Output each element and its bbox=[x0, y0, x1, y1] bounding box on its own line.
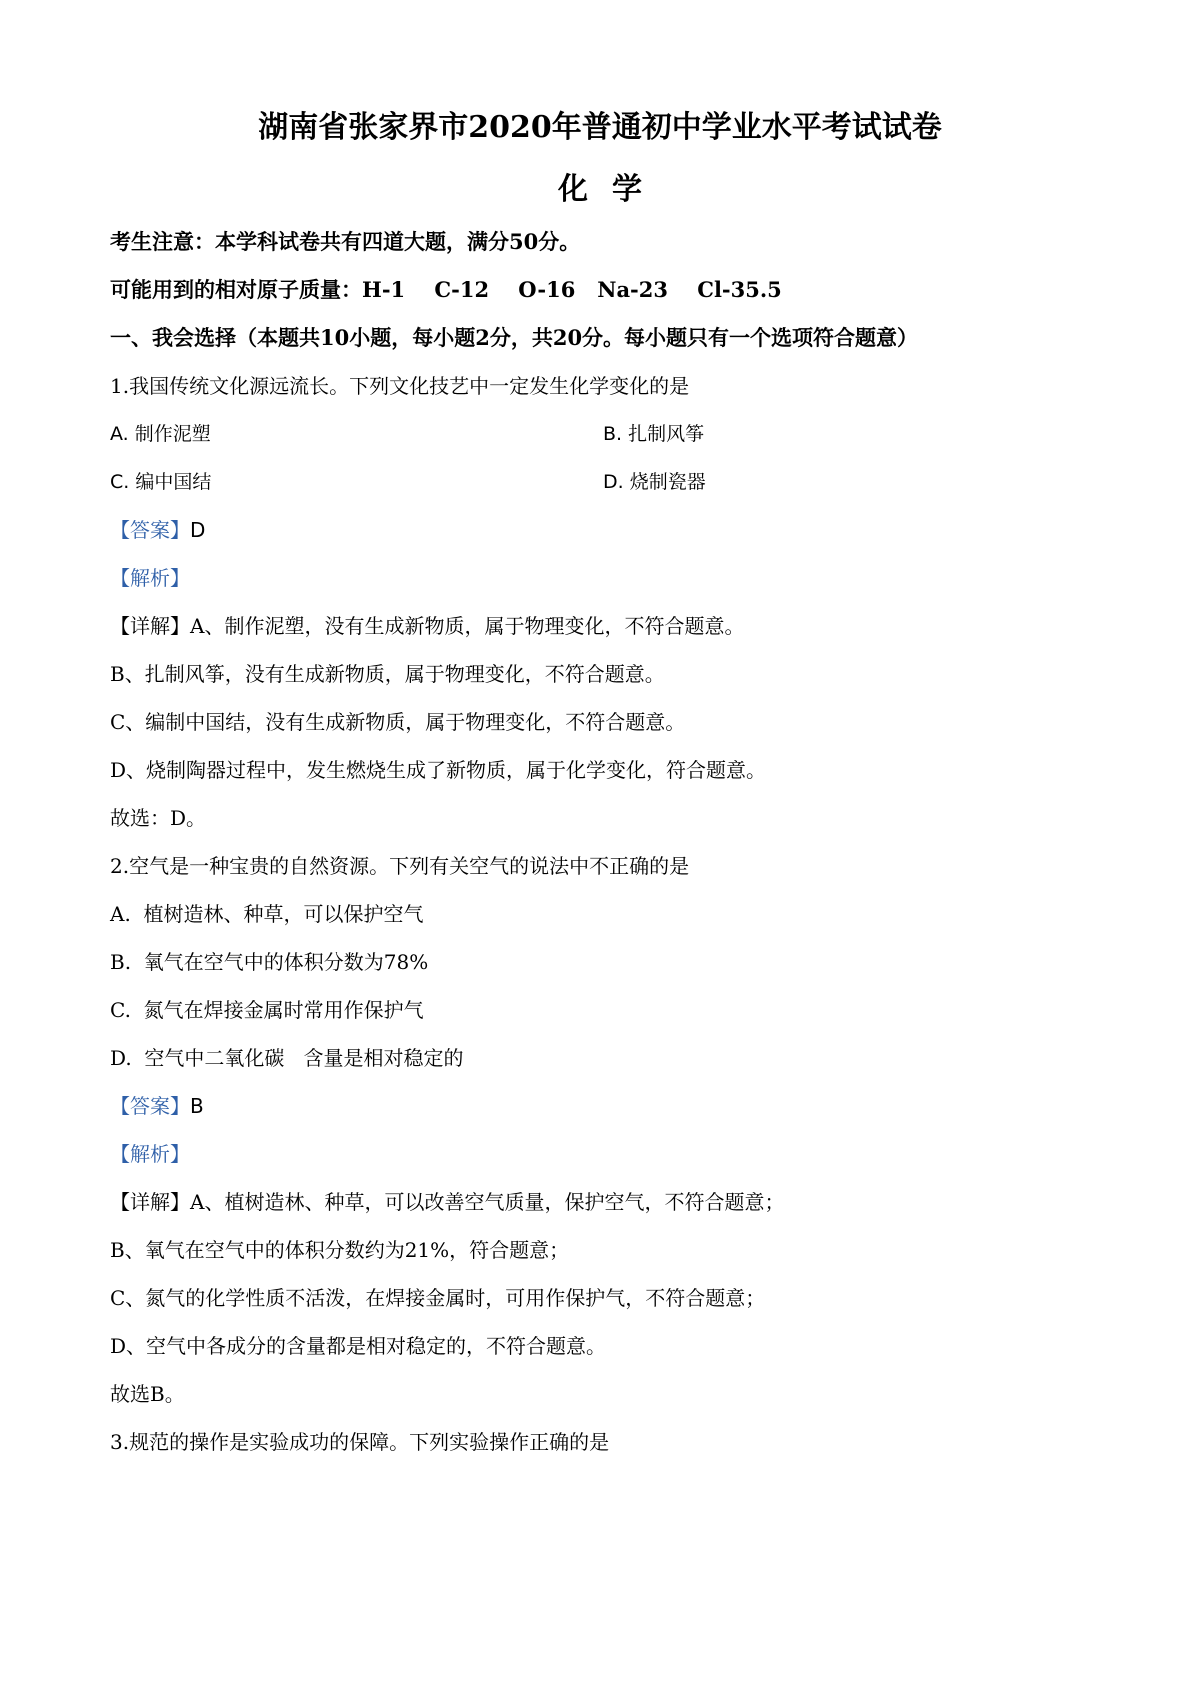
q2-option-d: D. 空气中二氧化碳 含量是相对稳定的 bbox=[110, 1046, 464, 1070]
q1-option-d: D. 烧制瓷器 bbox=[603, 471, 706, 493]
q2-analysis-tag: 【解析】 bbox=[110, 1142, 190, 1166]
answer-tag: 【答案】 bbox=[110, 1094, 190, 1118]
q1-option-c: C. 编中国结 bbox=[110, 471, 212, 493]
atomic-masses: 可能用到的相对原子质量：H-1 C-12 O-16 Na-23 Cl-35.5 bbox=[110, 277, 782, 302]
q1-option-b: B. 扎制风筝 bbox=[603, 423, 705, 445]
question-1-stem: 1.我国传统文化源远流长。下列文化技艺中一定发生化学变化的是 bbox=[110, 374, 690, 398]
answer-value: B bbox=[190, 1094, 204, 1118]
q2-detail-line: 【详解】A、植树造林、种草，可以改善空气质量，保护空气，不符合题意； bbox=[110, 1190, 785, 1214]
q1-answer bbox=[110, 516, 205, 544]
exam-title: 湖南省张家界市2020年普通初中学业水平考试试卷 bbox=[258, 110, 942, 145]
q2-conclusion: 故选B。 bbox=[110, 1382, 185, 1406]
question-3-stem: 3.规范的操作是实验成功的保障。下列实验操作正确的是 bbox=[110, 1430, 610, 1454]
q2-option-c: C. 氮气在焊接金属时常用作保护气 bbox=[110, 998, 424, 1022]
q1-analysis-tag: 【解析】 bbox=[110, 566, 190, 590]
question-2-stem: 2.空气是一种宝贵的自然资源。下列有关空气的说法中不正确的是 bbox=[110, 854, 690, 878]
q1-option-a: A. 制作泥塑 bbox=[110, 423, 211, 445]
q2-option-b: B. 氧气在空气中的体积分数为78% bbox=[110, 950, 429, 974]
subject-title: 化学 bbox=[558, 172, 666, 207]
section-one-heading: 一、我会选择（本题共10小题，每小题2分，共20分。每小题只有一个选项符合题意） bbox=[110, 325, 919, 350]
q2-detail-line: D、空气中各成分的含量都是相对稳定的，不符合题意。 bbox=[110, 1334, 607, 1358]
q2-option-a: A. 植树造林、种草，可以保护空气 bbox=[110, 902, 424, 926]
q1-detail-line: C、编制中国结，没有生成新物质，属于物理变化，不符合题意。 bbox=[110, 710, 686, 734]
answer-tag: 【答案】 bbox=[110, 518, 190, 542]
q2-detail-line: C、氮气的化学性质不活泼，在焊接金属时，可用作保护气，不符合题意； bbox=[110, 1286, 766, 1310]
q2-answer bbox=[110, 1092, 204, 1120]
q1-detail-line: 【详解】A、制作泥塑，没有生成新物质，属于物理变化，不符合题意。 bbox=[110, 614, 745, 638]
q2-detail-line: B、氧气在空气中的体积分数约为21%，符合题意； bbox=[110, 1238, 570, 1262]
exam-notice: 考生注意：本学科试卷共有四道大题，满分50分。 bbox=[110, 229, 581, 254]
q1-detail-line: D、烧制陶器过程中，发生燃烧生成了新物质，属于化学变化，符合题意。 bbox=[110, 758, 767, 782]
q1-conclusion: 故选：D。 bbox=[110, 806, 207, 830]
q1-detail-line: B、扎制风筝，没有生成新物质，属于物理变化，不符合题意。 bbox=[110, 662, 665, 686]
answer-value: D bbox=[190, 518, 206, 542]
